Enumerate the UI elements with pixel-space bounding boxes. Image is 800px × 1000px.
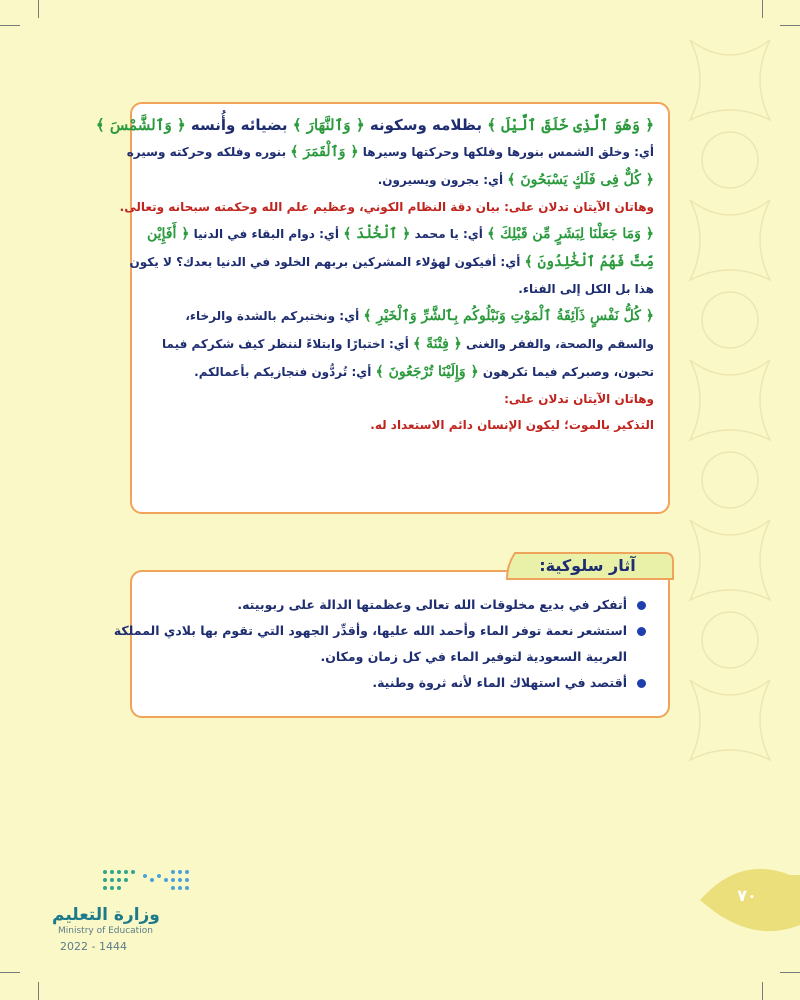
- section-title: آثار سلوكية:: [539, 556, 636, 575]
- crop-mark: [0, 972, 20, 973]
- quran-verse: ﴿ وَٱلْقَمَرَ ﴾: [290, 144, 359, 160]
- lesson-note: وهاتان الآيتان تدلان على: بيان دقة النظام الكوني، وعظيم علم الله وحكمته سبحانه وتعالى.: [119, 200, 654, 214]
- explanation-text: والسقم والصحة، والفقر والغنى: [461, 337, 654, 351]
- explanation-text: أي: اختبارًا وابتلاءً لننظر كيف شكركم فيما: [162, 337, 414, 351]
- bullet-icon: [637, 679, 646, 688]
- verse-line-9: [144, 330, 654, 358]
- behavior-item-text: العربية السعودية لتوفير الماء في كل زمان ومكان.: [320, 649, 627, 664]
- verse-line-6: [129, 248, 654, 276]
- verse-line-8: [144, 302, 654, 330]
- behavioral-effects-box: [113, 570, 670, 718]
- crop-mark: [38, 0, 39, 18]
- crop-mark: [780, 25, 800, 26]
- crop-mark: [762, 0, 763, 18]
- ministry-name-arabic: وزارة التعليم: [52, 905, 160, 925]
- quran-verse: ﴿ فِتْنَةً ﴾: [413, 336, 462, 352]
- quran-verse: ﴿ وَإِلَيْنَا تُرْجَعُونَ ﴾: [375, 364, 479, 380]
- behavior-item-text: استشعر نعمة توفر الماء وأحمد الله عليها، وأقدِّر الجهود التي تقوم بها بلادي المملكة: [113, 623, 627, 638]
- crop-mark: [762, 982, 763, 1000]
- quran-verse: ﴿ كُلُّ نَفْسٍ ذَآئِقَةُ ٱلْمَوْتِ وَنَبْلُوكُم بِٱلشَّرِّ وَٱلْخَيْرِ ﴾: [363, 308, 654, 324]
- explanation-text: تحبون، وصبركم فيما تكرهون: [478, 365, 654, 379]
- verse-line-1: [95, 112, 654, 138]
- explanation-text: أي: تُردُّون فنجازيكم بأعمالكم.: [194, 365, 376, 379]
- explanation-text: بضيائه وأُنسه: [185, 116, 293, 134]
- quran-verse: ﴿ أَفَإِيْن: [146, 226, 190, 242]
- edition-year: 2022 - 1444: [60, 940, 127, 953]
- quran-verse: ﴿ ٱلْخُلْدَ ﴾: [343, 226, 411, 242]
- crop-mark: [780, 972, 800, 973]
- behavior-item: [146, 592, 646, 618]
- bullet-icon: [637, 601, 646, 610]
- explanation-text: بظلامه وسكونه: [364, 116, 488, 134]
- explanation-line-7: هذا بل الكل إلى الفناء.: [518, 282, 654, 296]
- quran-verse: ﴿ وَٱلشَّمْسَ ﴾: [95, 116, 186, 134]
- explanation-text: أي: يا محمد: [410, 227, 488, 241]
- behavior-item-text: أقتصد في استهلاك الماء لأنه ثروة وطنية.: [372, 675, 627, 690]
- quran-verse: ﴿ وَمَا جَعَلْنَا لِبَشَرٍ مِّن قَبْلِكَ ﴾: [487, 226, 654, 242]
- verse-line-3: [144, 166, 654, 194]
- crop-mark: [0, 25, 20, 26]
- explanation-text: أي: ونختبركم بالشدة والرخاء،: [185, 309, 364, 323]
- explanation-text: أي: يجرون ويسيرون.: [377, 173, 508, 187]
- quran-verse: ﴿ كُلٌّ فِى فَلَكٍ يَسْبَحُونَ ﴾: [507, 172, 654, 188]
- quran-verse: ﴿ وَهُوَ ٱلَّذِى خَلَقَ ٱلَّيْلَ ﴾: [487, 116, 654, 134]
- verse-line-10: [144, 358, 654, 386]
- quran-verse: ﴿ وَٱلنَّهَارَ ﴾: [292, 116, 365, 134]
- behavior-item: [146, 670, 646, 696]
- page-number: ٧٠: [737, 886, 757, 905]
- behavior-item: [113, 618, 646, 644]
- explanation-text: أي: أفيكون لهؤلاء المشركين بربهم الخلود في الدنيا بعدك؟ لا يكون: [129, 255, 525, 269]
- verse-line-5: [144, 220, 654, 248]
- behavior-item-continuation: [146, 644, 646, 670]
- ministry-logo-icon: [100, 862, 195, 898]
- lesson-note: وهاتان الآيتان تدلان على:: [504, 392, 654, 406]
- quran-verse: مِّتَّ فَهُمُ ٱلْخَٰلِدُونَ ﴾: [524, 254, 654, 270]
- behavior-item-text: أتفكر في بديع مخلوقات الله تعالى وعظمتها الدالة على ربوبيته.: [237, 597, 627, 612]
- crop-mark: [38, 982, 39, 1000]
- verse-line-2: [126, 138, 654, 166]
- explanation-text: أي: وخلق الشمس بنورها وفلكها وحركتها وسيرها: [358, 145, 654, 159]
- explanation-text: بنوره وفلكه وحركته وسيره: [126, 145, 291, 159]
- explanation-text: أي: دوام البقاء في الدنيا: [189, 227, 344, 241]
- lesson-note: التذكير بالموت؛ ليكون الإنسان دائم الاستعداد له.: [370, 418, 654, 432]
- ministry-name-english: Ministry of Education: [58, 926, 153, 936]
- bullet-icon: [637, 627, 646, 636]
- verses-explanation-box: [95, 102, 670, 514]
